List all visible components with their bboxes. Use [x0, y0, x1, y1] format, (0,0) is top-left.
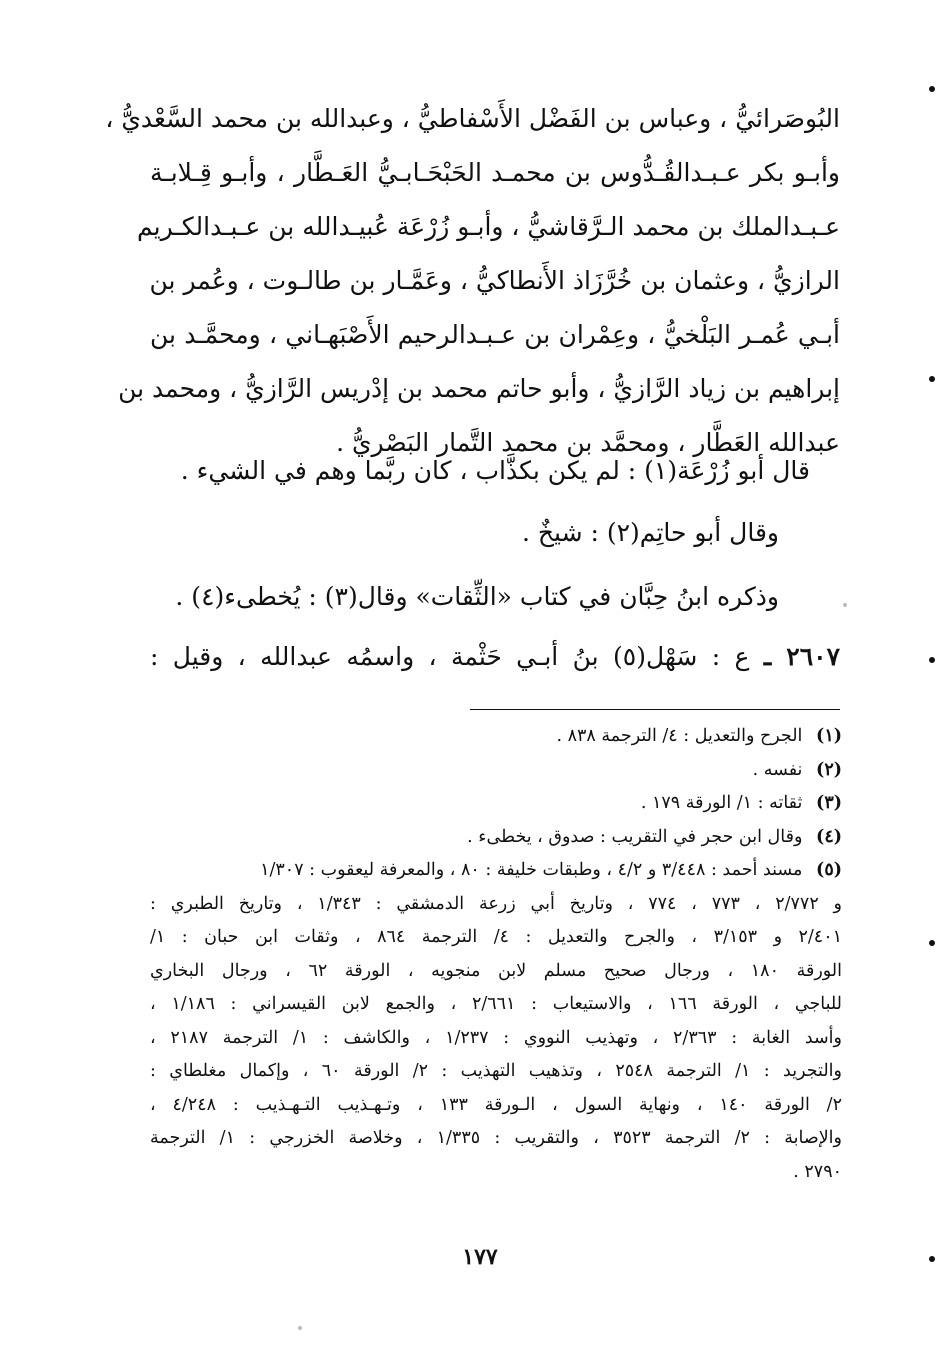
- biography-line: وأبـو بكر عـبـدالقُـدُّوس بن محمـد الحَبْحَـابـيُّ العَـطَّار ، وأبـو قِـلابـة: [150, 158, 840, 187]
- footnote-continuation-line: الورقة ١٨٠ ، ورجال صحيح مسلم لابن منجويه ، الورقة ٦٢ ، ورجال البخاري: [150, 960, 843, 981]
- footnote-mark: (٢): [816, 759, 842, 780]
- biography-line: أبـي عُمـر البَلْخيُّ ، وعِمْران بن عـبـدالرحيم الأَصْبَهـاني ، ومحمَّـد بن: [150, 320, 840, 349]
- footnote-separator: [470, 709, 840, 710]
- footnote-mark: (١): [816, 726, 842, 746]
- footnote-continuation-line: ٢٧٩٠ .: [793, 1161, 842, 1182]
- entry-text: ع : سَهْل(٥) بنُ أبـي حَثْمة ، واسمُه عبدالله ، وقيل :: [150, 642, 750, 671]
- footnote-mark: (٤): [816, 826, 842, 847]
- binding-dot: [929, 940, 935, 946]
- footnotes: [150, 720, 842, 1189]
- scan-speck: [298, 1326, 302, 1330]
- biography-line: عـبـدالملك بن محمد الـرَّقاشيُّ ، وأبـو زُرْعَة عُبيـدالله بن عـبـدالكـريم: [137, 212, 840, 241]
- binding-dot: [929, 86, 935, 92]
- biography-line: الرازيُّ ، وعثمان بن خُرَّزَاذ الأَنطاكيُّ ، وعَمَّـار بن طالـوت ، وعُمر بن: [149, 266, 840, 295]
- footnote-text: وقال ابن حجر في التقريب : صدوق ، يخطىء .: [467, 826, 803, 847]
- footnote-continuation-line: ٢/٤٠١ و ٣/١٥٣ ، والجرح والتعديل : ٤/ الترجمة ٨٦٤ ، وثقات ابن حبان : ١/: [150, 927, 842, 947]
- footnote: [150, 754, 842, 788]
- quote-abu-hatim: وقال أبو حاتِم(٢) : شيخٌ .: [522, 518, 779, 547]
- biography-line: عبدالله العَطَّار ، ومحمَّد بن محمد التَّمار البَصْريُّ .: [336, 428, 840, 457]
- quote-abu-zura: قال أبو زُرْعَة(١) : لم يكن بكذَّاب ، كان ربَّما وهم في الشيء .: [180, 456, 810, 485]
- footnote-text: ثقاته : ١/ الورقة ١٧٩ .: [640, 793, 803, 813]
- footnote: [150, 854, 842, 888]
- footnote: [150, 787, 842, 821]
- binding-dot: [929, 657, 935, 663]
- footnote-continuation-line: والتجريد : ١/ الترجمة ٢٥٤٨ ، وتذهيب التهذيب : ٢/ الورقة ٦٠ ، وإكمال مغلطاي :: [150, 1061, 842, 1081]
- scan-speck: [843, 603, 847, 607]
- footnote-mark: (٥): [816, 860, 842, 880]
- binding-dot: [929, 376, 935, 382]
- footnote-continuation-line: والإصابة : ٢/ الترجمة ٣٥٢٣ ، والتقريب : ١/٣٣٥ ، وخلاصة الخزرجي : ١/ الترجمة: [150, 1128, 842, 1148]
- footnote-text: الجرح والتعديل : ٤/ الترجمة ٨٣٨ .: [556, 726, 803, 746]
- footnote-text: نفسه .: [752, 759, 803, 780]
- entry-heading: [150, 642, 840, 671]
- biography-line: البُوصَرائيُّ ، وعباس بن الفَضْل الأَسْفاطيُّ ، وعبدالله بن محمد السَّعْديُّ ،: [105, 104, 840, 133]
- page-number: ١٧٧: [462, 1244, 498, 1270]
- footnote-text: مسند أحمد : ٣/٤٤٨ و ٤/٢ ، وطبقات خليفة : ٨٠ ، والمعرفة ليعقوب : ١/٣٠٧: [260, 860, 803, 880]
- footnote-mark: (٣): [816, 793, 842, 813]
- footnote-continuation-line: للباجي ، الورقة ١٦٦ ، والاستيعاب : ٢/٦٦١ ، والجمع لابن القيسراني : ١/١٨٦ ،: [150, 994, 842, 1014]
- footnote-continuation-line: ٢/ الورقة ١٤٠ ، ونهاية السول ، الـورقة ١٣٣ ، وتـهـذيب التـهـذيب : ٤/٢٤٨ ،: [150, 1094, 842, 1115]
- quote-ibn-hibban: وذكره ابنُ حِبَّان في كتاب «الثِّقات» وقال(٣) : يُخطىء(٤) .: [175, 582, 779, 611]
- biography-line: إبراهيم بن زياد الرَّازيُّ ، وأبو حاتم محمد بن إدْريس الرَّازيُّ ، ومحمد بن: [118, 374, 840, 403]
- entry-number: ٢٦٠٧ ـ: [763, 642, 840, 671]
- footnote-continuation-line: و ٢/٧٧٢ ، ٧٧٣ ، ٧٧٤ ، وتاريخ أبي زرعة الدمشقي : ١/٣٤٣ ، وتاريخ الطبري :: [150, 893, 842, 914]
- biography-paragraph: [105, 92, 840, 470]
- binding-dot: [929, 1256, 935, 1262]
- footnote: [150, 821, 842, 855]
- footnote: [150, 720, 842, 754]
- footnote-continuation-line: وأسد الغابة : ٢/٣٦٣ ، وتهذيب النووي : ١/٢٣٧ ، والكاشف : ١/ الترجمة ٢١٨٧ ،: [150, 1027, 842, 1048]
